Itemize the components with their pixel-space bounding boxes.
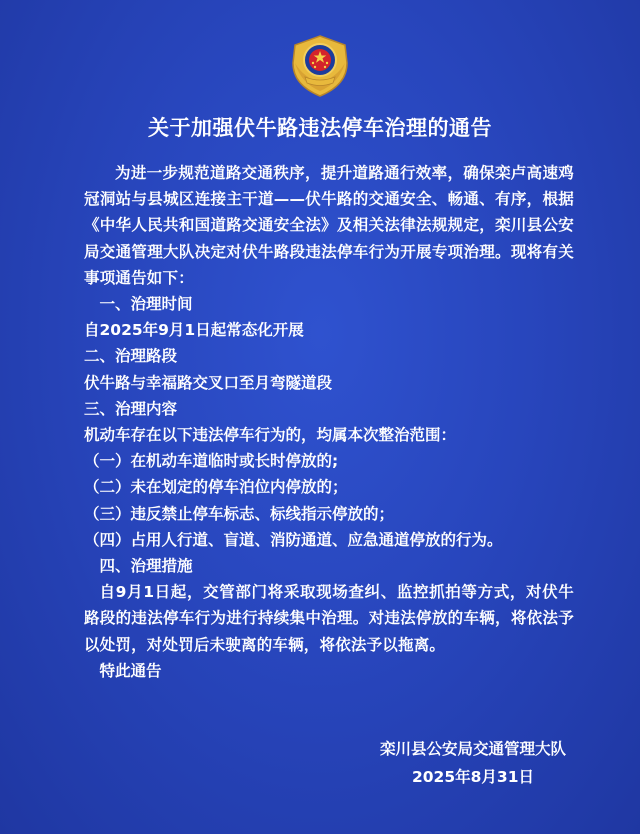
signature-block — [380, 735, 566, 791]
signature-date: 2025年8月31日 — [411, 768, 534, 786]
notice-title: 关于加强伏牛路违法停车治理的通告 — [148, 116, 492, 140]
notice-body — [84, 160, 574, 684]
police-emblem-icon — [287, 33, 353, 99]
content-item-1: （一）在机动车道临时或长时停放的; — [84, 452, 339, 471]
time-heading: 一、治理时间 — [99, 295, 193, 314]
content-lead: 机动车存在以下违法停车行为的，均属本次整治范围： — [84, 426, 457, 445]
measures-heading: 四、治理措施 — [99, 557, 193, 576]
measures-content: 自9月1日起，交管部门将采取现场查纠、监控抓拍等方式，对伏牛路段的违法停车行为进行持续集中治理。对违法停放的车辆，将依法予以处罚，对处罚后未驶离的车辆，将依法予以拖离。 — [84, 583, 574, 654]
content-heading: 三、治理内容 — [84, 399, 178, 418]
intro-paragraph: 为进一步规范道路交通秩序，提升道路通行效率，确保栾卢高速鸡冠洞站与县城区连接主干道——伏牛路的交通安全、畅通、有序，根据《中华人民共和国道路交通安全法》及相关法律法规规定，栾川县公安局交通管理大队决定对伏牛路段违法停车行为开展专项治理。现将有关事项通告如下： — [84, 164, 574, 287]
signature-org: 栾川县公安局交通管理大队 — [379, 740, 566, 758]
police-emblem — [287, 33, 353, 99]
road-heading: 二、治理路段 — [84, 347, 178, 366]
content-item-2: （二）未在划定的停车泊位内停放的； — [84, 478, 348, 497]
time-content: 自2025年9月1日起常态化开展 — [84, 321, 304, 340]
road-content: 伏牛路与幸福路交叉口至月弯隧道段 — [84, 373, 333, 392]
content-item-3: （三）违反禁止停车标志、标线指示停放的； — [84, 504, 395, 523]
content-item-4: （四）占用人行道、盲道、消防通道、应急通道停放的行为。 — [84, 530, 503, 549]
closing-text: 特此通告 — [99, 661, 162, 680]
